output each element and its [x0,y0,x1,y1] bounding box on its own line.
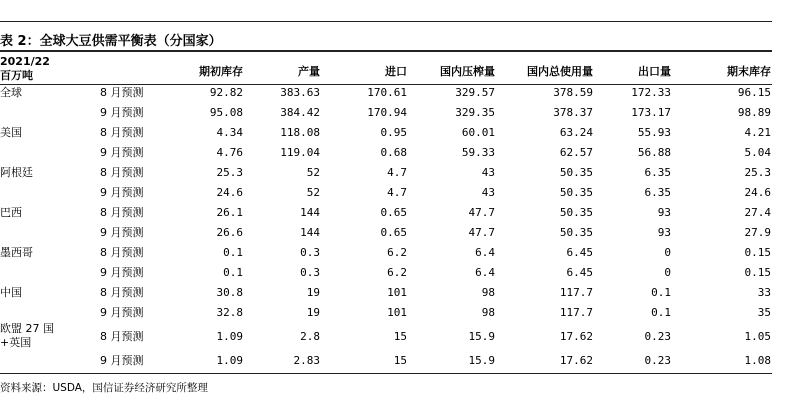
value-cell: 118.08 [280,126,320,139]
value-cell: 35 [757,306,771,319]
value-cell: 50.35 [559,226,593,239]
value-cell: 384.42 [280,106,320,119]
value-cell: 172.33 [631,86,671,99]
value-cell: 6.35 [644,186,671,199]
value-cell: 43 [481,186,495,199]
column-header: 产量 [298,65,320,78]
unit-label: 百万吨 [0,69,33,82]
value-cell: 0.15 [744,246,771,259]
column-header: 期末库存 [727,65,771,78]
value-cell: 0.1 [223,246,243,259]
value-cell: 93 [657,226,671,239]
unit-header [0,55,50,83]
value-cell: 95.08 [209,106,243,119]
period-cell: 9 月预测 [100,106,144,119]
period-cell: 9 月预测 [100,226,144,239]
value-cell: 33 [757,286,771,299]
period-cell: 9 月预测 [100,266,144,279]
value-cell: 4.7 [387,166,407,179]
period-cell: 9 月预测 [100,146,144,159]
value-cell: 329.35 [455,106,495,119]
value-cell: 6.45 [566,266,593,279]
value-cell: 98.89 [737,106,771,119]
value-cell: 17.62 [559,354,593,367]
value-cell: 0.1 [651,306,671,319]
value-cell: 30.8 [216,286,243,299]
value-cell: 101 [387,306,407,319]
value-cell: 117.7 [559,286,593,299]
country-cell: 巴西 [0,206,22,219]
value-cell: 52 [306,186,320,199]
value-cell: 56.88 [637,146,671,159]
value-cell: 15.9 [468,354,495,367]
value-cell: 0.95 [380,126,407,139]
value-cell: 1.08 [744,354,771,367]
value-cell: 98 [481,306,495,319]
column-header: 国内压榨量 [440,65,495,78]
column-header: 期初库存 [199,65,243,78]
value-cell: 0.65 [380,206,407,219]
value-cell: 96.15 [737,86,771,99]
header-top-rule [0,50,772,52]
header-bottom-rule [0,84,772,85]
column-header: 国内总使用量 [527,65,593,78]
bottom-rule [0,373,772,374]
value-cell: 24.6 [216,186,243,199]
country-cell: 美国 [0,126,22,139]
value-cell: 0.15 [744,266,771,279]
value-cell: 25.3 [744,166,771,179]
value-cell: 52 [306,166,320,179]
value-cell: 4.76 [216,146,243,159]
value-cell: 0.68 [380,146,407,159]
table-title: 表 2：全球大豆供需平衡表（分国家） [0,34,222,49]
country-cell: 墨西哥 [0,246,33,259]
value-cell: 92.82 [209,86,243,99]
value-cell: 170.61 [367,86,407,99]
value-cell: 24.6 [744,186,771,199]
value-cell: 0 [664,266,671,279]
value-cell: 4.21 [744,126,771,139]
value-cell: 119.04 [280,146,320,159]
value-cell: 27.9 [744,226,771,239]
value-cell: 15.9 [468,330,495,343]
value-cell: 2.83 [293,354,320,367]
value-cell: 383.63 [280,86,320,99]
value-cell: 0.1 [651,286,671,299]
column-header: 进口 [385,65,407,78]
value-cell: 4.7 [387,186,407,199]
value-cell: 55.93 [637,126,671,139]
value-cell: 15 [393,354,407,367]
column-header: 出口量 [638,65,671,78]
value-cell: 25.3 [216,166,243,179]
value-cell: 93 [657,206,671,219]
value-cell: 27.4 [744,206,771,219]
country-cell: 中国 [0,286,22,299]
value-cell: 15 [393,330,407,343]
source-note: 资料来源：USDA，国信证券经济研究所整理 [0,382,208,394]
period-cell: 9 月预测 [100,354,144,367]
period-cell: 8 月预测 [100,246,144,259]
value-cell: 98 [481,286,495,299]
value-cell: 19 [306,286,320,299]
value-cell: 4.34 [216,126,243,139]
period-cell: 8 月预测 [100,126,144,139]
period-cell: 9 月预测 [100,306,144,319]
value-cell: 378.37 [553,106,593,119]
value-cell: 26.6 [216,226,243,239]
value-cell: 0 [664,246,671,259]
value-cell: 6.35 [644,166,671,179]
value-cell: 173.17 [631,106,671,119]
value-cell: 6.2 [387,246,407,259]
value-cell: 50.35 [559,186,593,199]
value-cell: 329.57 [455,86,495,99]
country-cell: 阿根廷 [0,166,33,179]
value-cell: 0.23 [644,354,671,367]
value-cell: 0.3 [300,246,320,259]
value-cell: 117.7 [559,306,593,319]
period-cell: 8 月预测 [100,166,144,179]
period-cell: 8 月预测 [100,330,144,343]
value-cell: 378.59 [553,86,593,99]
value-cell: 62.57 [559,146,593,159]
value-cell: 17.62 [559,330,593,343]
value-cell: 63.24 [559,126,593,139]
period-cell: 9 月预测 [100,186,144,199]
unit-year: 2021/22 [0,55,50,68]
value-cell: 6.2 [387,266,407,279]
value-cell: 50.35 [559,166,593,179]
value-cell: 60.01 [461,126,495,139]
value-cell: 59.33 [461,146,495,159]
value-cell: 170.94 [367,106,407,119]
period-cell: 8 月预测 [100,86,144,99]
period-cell: 8 月预测 [100,206,144,219]
value-cell: 6.4 [475,266,495,279]
value-cell: 0.23 [644,330,671,343]
value-cell: 0.1 [223,266,243,279]
value-cell: 144 [300,206,320,219]
country-cell: 全球 [0,86,22,99]
value-cell: 50.35 [559,206,593,219]
value-cell: 1.09 [216,330,243,343]
value-cell: 1.05 [744,330,771,343]
value-cell: 6.45 [566,246,593,259]
value-cell: 0.3 [300,266,320,279]
value-cell: 47.7 [468,226,495,239]
value-cell: 32.8 [216,306,243,319]
value-cell: 2.8 [300,330,320,343]
value-cell: 26.1 [216,206,243,219]
value-cell: 144 [300,226,320,239]
top-rule [0,21,772,22]
value-cell: 5.04 [744,146,771,159]
value-cell: 1.09 [216,354,243,367]
value-cell: 6.4 [475,246,495,259]
period-cell: 8 月预测 [100,286,144,299]
value-cell: 47.7 [468,206,495,219]
value-cell: 0.65 [380,226,407,239]
value-cell: 101 [387,286,407,299]
value-cell: 43 [481,166,495,179]
value-cell: 19 [306,306,320,319]
country-cell: 欧盟 27 国 +英国 [0,322,54,349]
